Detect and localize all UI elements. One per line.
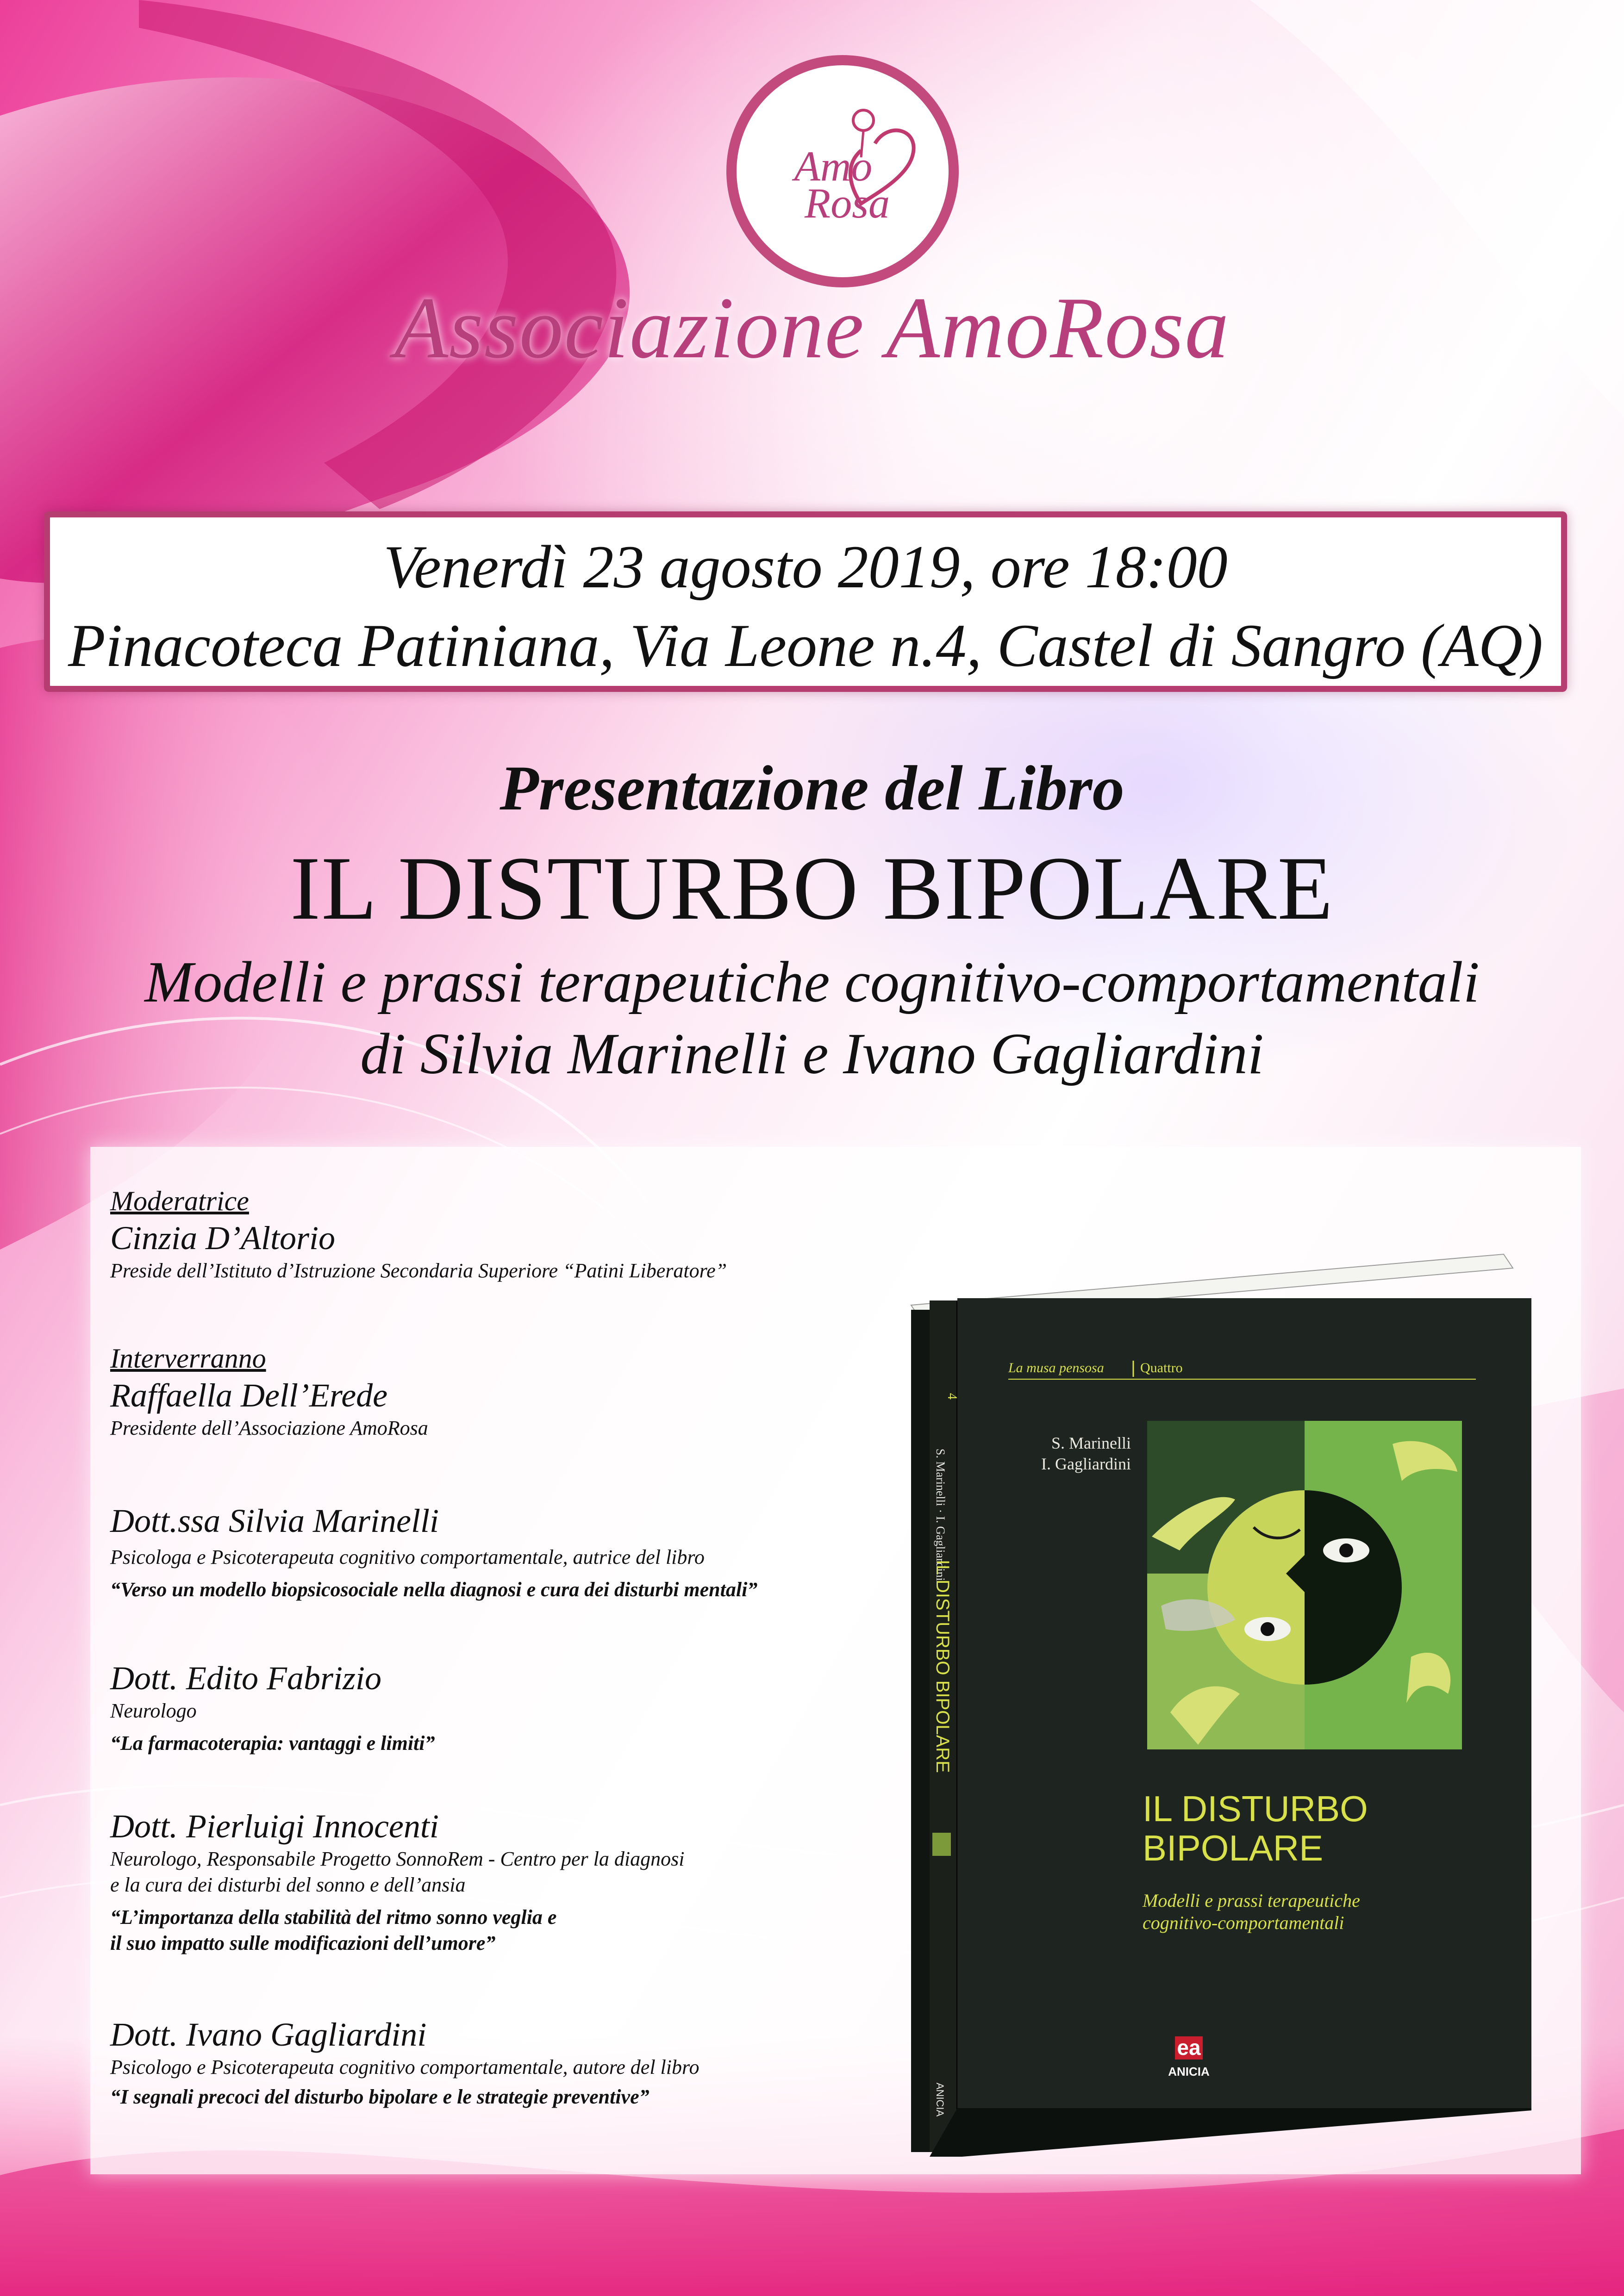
speaker-talk: “I segnali precoci del disturbo bipolare e le strategie preventive” [110, 2085, 650, 2108]
cover-illustration [1147, 1421, 1462, 1749]
event-info-box [44, 511, 1567, 692]
publisher-mark: ea [1177, 2035, 1201, 2060]
book-heading [0, 745, 1624, 1090]
speaker-desc: Neurologo, Responsabile Progetto SonnoRem - Centro per la diagnosi [110, 1848, 685, 1870]
cover-title-line1: IL DISTURBO [1143, 1788, 1368, 1829]
speaker-name: Dott.ssa Silvia Marinelli [110, 1502, 439, 1539]
presentation-label: Presentazione del Libro [500, 753, 1124, 823]
moderator-desc: Preside dell’Istituto d’Istruzione Secondaria Superiore “Patini Liberatore” [110, 1259, 727, 1282]
speaker-desc: Presidente dell’Associazione AmoRosa [110, 1417, 428, 1439]
spine-authors: S. Marinelli · I. Gagliardini [934, 1449, 947, 1581]
book-title: IL DISTURBO BIPOLARE [290, 838, 1334, 939]
speaker-desc: Neurologo [110, 1699, 197, 1722]
cover-title-line2: BIPOLARE [1143, 1828, 1324, 1868]
cover-series-number: Quattro [1140, 1360, 1183, 1375]
book-subtitle: Modelli e prassi terapeutiche cognitivo-comportamentali [144, 950, 1480, 1014]
speaker-block [110, 2015, 906, 2110]
speakers-label: Interverranno [110, 1343, 266, 1374]
logo-text-amo: Amo [794, 143, 873, 190]
association-title: Associazione AmoRosa [394, 280, 1230, 377]
moderator-block [110, 1184, 906, 1284]
spine-number: 4 [945, 1393, 959, 1400]
cover-series: La musa pensosa [1008, 1360, 1104, 1375]
cover-subtitle-line2: cognitivo-comportamentali [1143, 1912, 1344, 1933]
speaker-talk: “L’importanza della stabilità del ritmo sonno veglia e [110, 1906, 557, 1929]
amorosa-logo [722, 51, 963, 292]
speaker-block [110, 1501, 906, 1603]
speaker-desc: Psicologo e Psicoterapeuta cognitivo comportamentale, autore del libro [110, 2056, 700, 2078]
speaker-name: Dott. Edito Fabrizio [110, 1660, 382, 1697]
speaker-name: Dott. Pierluigi Innocenti [110, 1808, 439, 1845]
cover-author-2: I. Gagliardini [1041, 1455, 1131, 1473]
book-cover-image [902, 1250, 1559, 2157]
speaker-talk: “La farmacoterapia: vantaggi e limiti” [110, 1732, 435, 1755]
book-authors: di Silvia Marinelli e Ivano Gagliardini [360, 1022, 1264, 1086]
speaker-talk-line2: il suo impatto sulle modificazioni dell’umore” [110, 1932, 496, 1954]
speaker-name: Raffaella Dell’Erede [110, 1377, 388, 1414]
speaker-desc-line2: e la cura dei disturbi del sonno e dell’ansia [110, 1873, 466, 1896]
publisher-name: ANICIA [1168, 2065, 1210, 2078]
speaker-block [110, 1341, 906, 1441]
spine-title: IL DISTURBO BIPOLARE [932, 1560, 953, 1773]
speaker-block [110, 1806, 906, 1956]
logo-text-rosa: Rosa [805, 180, 890, 227]
event-place: Pinacoteca Patiniana, Via Leone n.4, Castel di Sangro (AQ) [68, 611, 1543, 679]
speaker-talk: “Verso un modello biopsicosociale nella diagnosi e cura dei disturbi mentali” [110, 1578, 758, 1601]
cover-author-1: S. Marinelli [1051, 1434, 1131, 1452]
cover-subtitle-line1: Modelli e prassi terapeutiche [1143, 1890, 1360, 1911]
moderator-label: Moderatrice [110, 1186, 249, 1216]
moderator-name: Cinzia D’Altorio [110, 1220, 336, 1257]
event-date: Venerdì 23 agosto 2019, ore 18:00 [383, 533, 1228, 601]
speaker-block [110, 1658, 906, 1756]
speaker-name: Dott. Ivano Gagliardini [110, 2016, 427, 2053]
speaker-desc: Psicologa e Psicoterapeuta cognitivo comportamentale, autrice del libro [110, 1546, 705, 1568]
spine-publisher: ANICIA [934, 2083, 946, 2117]
